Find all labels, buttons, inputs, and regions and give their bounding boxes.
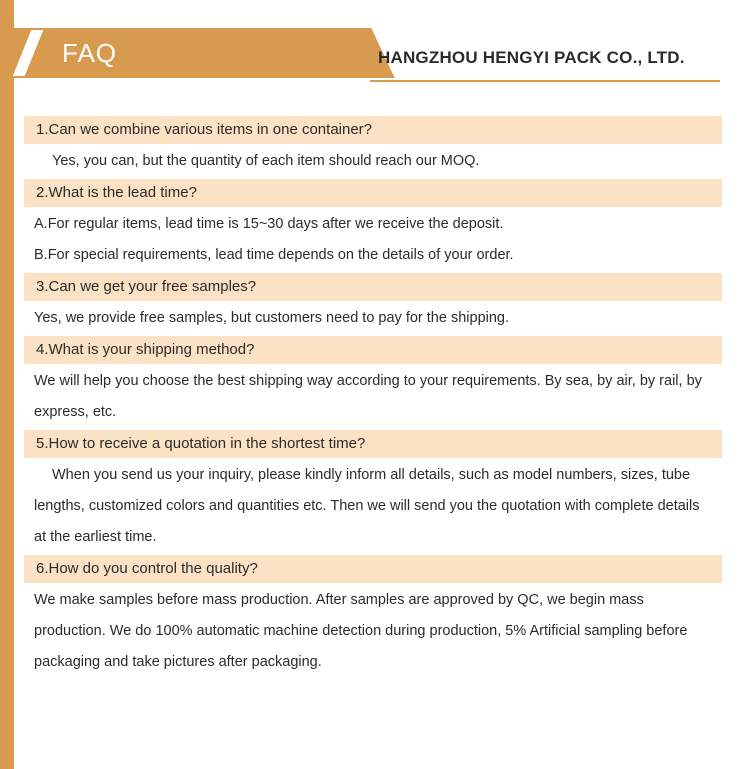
faq-answer-line: We make samples before mass production. After samples are approved by QC, we begin mass production. We do 100% automatic machine detection during production, 5% Artificial sampling before packaging and take pictures after packaging. (34, 592, 688, 670)
faq-answer-block (24, 303, 724, 334)
faq-answer-line: B.For special requirements, lead time depends on the details of your order. (34, 247, 514, 263)
faq-answer-block (24, 209, 724, 271)
page-header (0, 0, 750, 94)
faq-question: 4.What is your shipping method? (24, 336, 722, 364)
left-accent-bar (0, 0, 14, 769)
faq-question: 2.What is the lead time? (24, 179, 722, 207)
faq-question: 6.How do you control the quality? (24, 555, 722, 583)
faq-question: 1.Can we combine various items in one container? (24, 116, 722, 144)
page-title: FAQ (62, 38, 118, 68)
faq-answer-line: A.For regular items, lead time is 15~30 days after we receive the deposit. (34, 216, 504, 232)
faq-answer-line: We will help you choose the best shipping way according to your requirements. By sea, by air, by rail, by express, etc. (34, 373, 702, 420)
company-name: HANGZHOU HENGYI PACK CO., LTD. (378, 48, 685, 67)
faq-answer-line: Yes, we provide free samples, but customers need to pay for the shipping. (34, 310, 510, 326)
faq-answer-block (24, 146, 724, 177)
faq-answer-block (24, 366, 724, 428)
faq-answer-block (24, 460, 724, 553)
faq-answer-block (24, 585, 724, 678)
faq-question: 5.How to receive a quotation in the shortest time? (24, 430, 722, 458)
header-band (0, 28, 360, 78)
header-underline (370, 80, 720, 82)
faq-question: 3.Can we get your free samples? (24, 273, 722, 301)
faq-list (24, 116, 724, 680)
faq-answer-line: Yes, you can, but the quantity of each item should reach our MOQ. (52, 153, 480, 169)
faq-answer-line: When you send us your inquiry, please kindly inform all details, such as model numbers, sizes, tube lengths, customized colors and quantities etc. Then we will send you the quotation with complete details at the earliest time. (34, 467, 700, 545)
